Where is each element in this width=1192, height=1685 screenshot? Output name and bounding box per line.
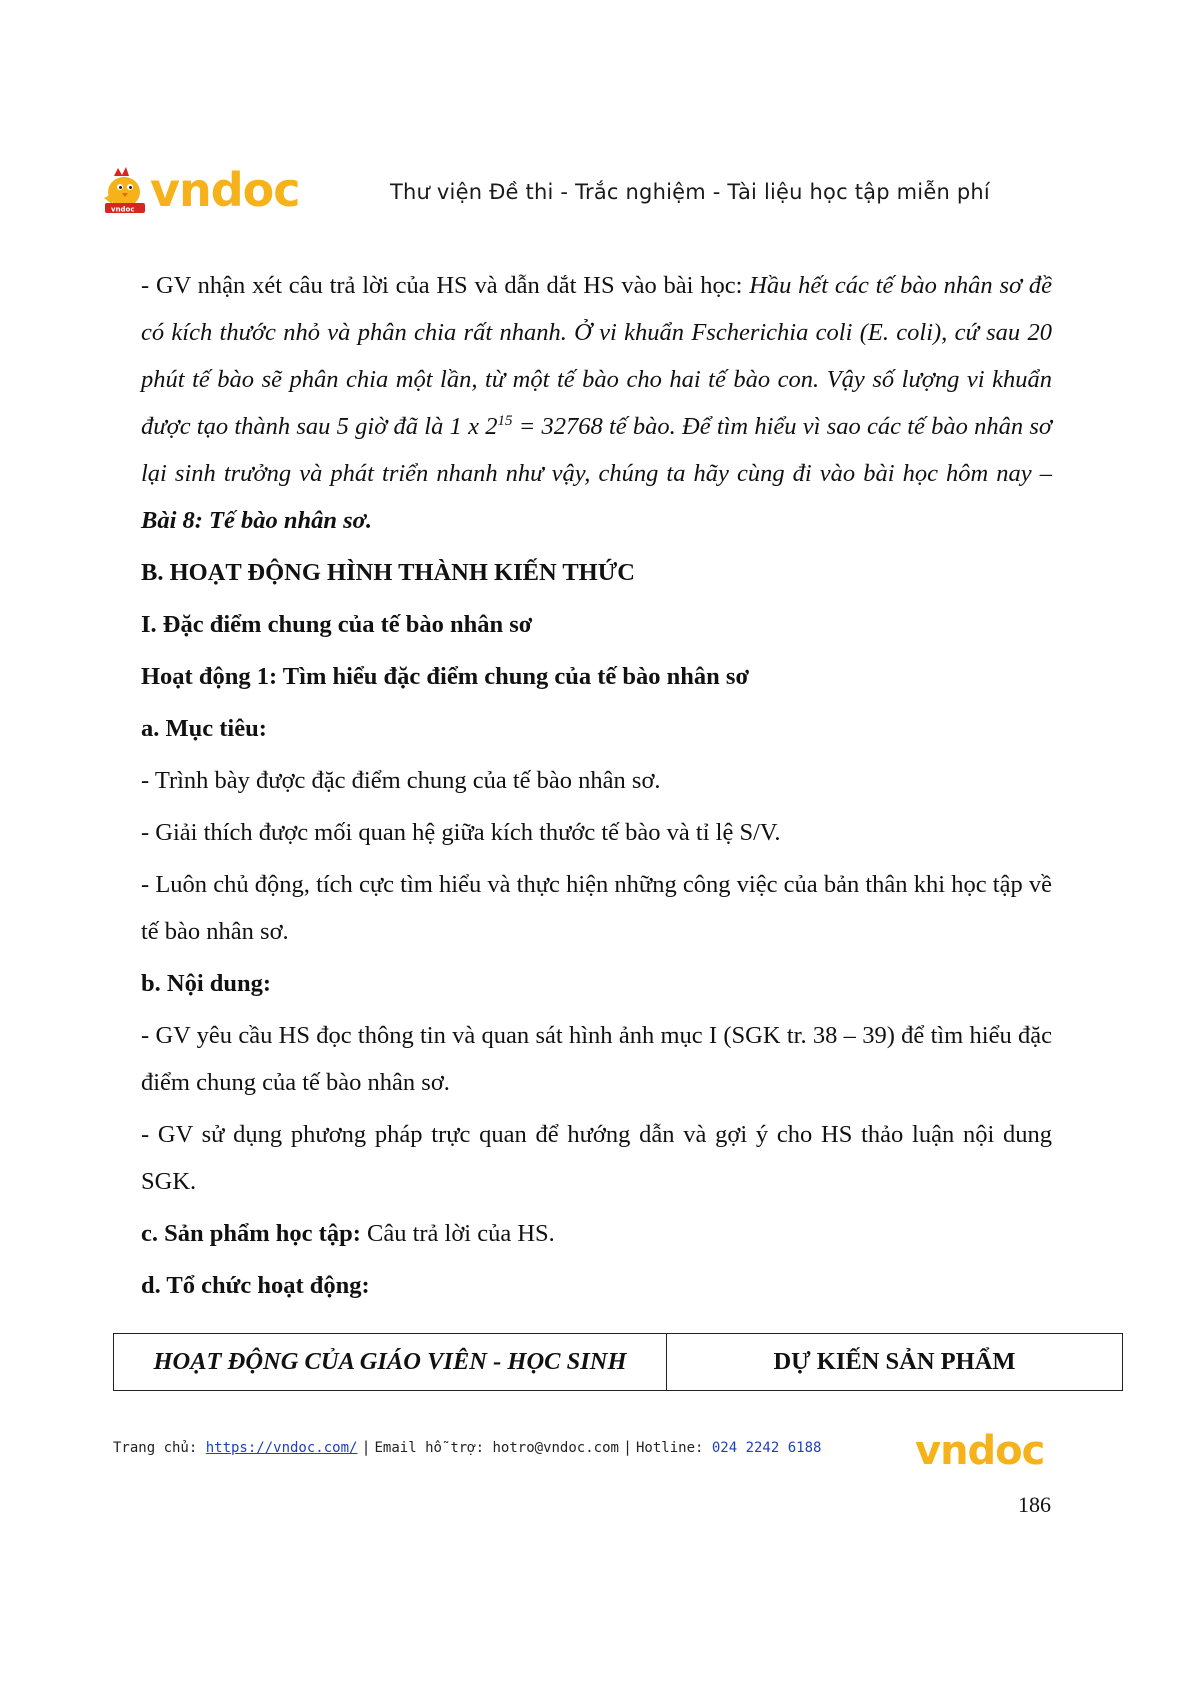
page-number: 186 [1018,1492,1051,1517]
product-text: Câu trả lời của HS. [360,1220,555,1247]
product-label: c. Sản phẩm học tập: [141,1220,361,1247]
goal-item: - Giải thích được mối quan hệ giữa kích thước tế bào và tỉ lệ S/V. [141,819,781,846]
intro-lead: - GV nhận xét câu trả lời của HS và dẫn dắt HS vào bài học: [141,272,750,299]
footer-home-label: Trang chủ: [113,1440,206,1456]
footer-home-link[interactable]: https://vndoc.com/ [205,1440,358,1456]
footer-separator: | [363,1438,369,1456]
lesson-title: Bài 8: Tế bào nhân sơ. [141,507,372,534]
footer-logo-wordmark: vndoc [915,1428,1045,1474]
header-tagline: Thư viện Đề thi - Trắc nghiệm - Tài liệu học tập miễn phí [390,180,990,204]
footer-vndoc-logo[interactable] [913,1428,1063,1474]
goals-heading: a. Mục tiêu: [141,715,267,742]
vndoc-logo[interactable] [102,162,332,218]
table-header-teacher-student: HOẠT ĐỘNG CỦA GIÁO VIÊN - HỌC SINH [114,1334,667,1390]
section-b-heading: B. HOẠT ĐỘNG HÌNH THÀNH KIẾN THỨC [141,559,635,586]
organize-heading: d. Tổ chức hoạt động: [141,1272,370,1299]
footer-hotline-label: Hotline: [636,1440,712,1456]
goal-item: - Luôn chủ động, tích cực tìm hiểu và thực hiện những công việc của bản thân khi học tập về tế bào nhân sơ. [141,871,1052,945]
document-body [141,262,1052,1309]
activity-table [113,1333,1123,1391]
footer-hotline: 024 2242 6188 [711,1440,822,1456]
intro-exponent: 15 [497,413,513,429]
intro-paragraph [141,262,1052,544]
content-item: - GV sử dụng phương pháp trực quan để hướng dẫn và gợi ý cho HS thảo luận nội dung SGK. [141,1121,1052,1195]
logo-wordmark: vndoc [150,163,300,217]
content-heading: b. Nội dung: [141,970,272,997]
footer-separator: | [624,1438,630,1456]
footer-email: Email hỗ trợ: hotro@vndoc.com [374,1440,619,1456]
intro-italic-continuation: = 32768 tế bào. Để tìm hiểu vì sao các tế bào nhân sơ lại sinh trưởng và phát triển nhanh như vậy, chúng ta hãy cùng đi vào bài học hôm nay – [141,413,1052,487]
section-i-heading: I. Đặc điểm chung của tế bào nhân sơ [141,611,533,638]
footer-contact [113,1438,821,1456]
activity-1-heading: Hoạt động 1: Tìm hiểu đặc điểm chung của tế bào nhân sơ [141,663,750,690]
logo-badge-text: vndoc [111,205,135,214]
page-footer [113,1428,1073,1478]
table-header-expected-product: DỰ KIẾN SẢN PHẨM [773,1348,1016,1375]
product-line [141,1210,1052,1257]
page-header [102,160,1062,220]
intro-italic-text: Hầu hết các tế bào nhân sơ đề có kích thước nhỏ và phân chia rất nhanh. Ở vi khuẩn Fscherichia coli (E. coli), cứ sau 20 phút tế bào sẽ phân chia một lần, từ một tế bào cho hai tế bào con. Vậy số lượng vi khuẩn được tạo thành sau 5 giờ đã là 1 x 2 [141,272,1052,440]
goal-item: - Trình bày được đặc điểm chung của tế bào nhân sơ. [141,767,661,794]
content-item: - GV yêu cầu HS đọc thông tin và quan sát hình ảnh mục I (SGK tr. 38 – 39) để tìm hiểu đặc điểm chung của tế bào nhân sơ. [141,1022,1052,1096]
